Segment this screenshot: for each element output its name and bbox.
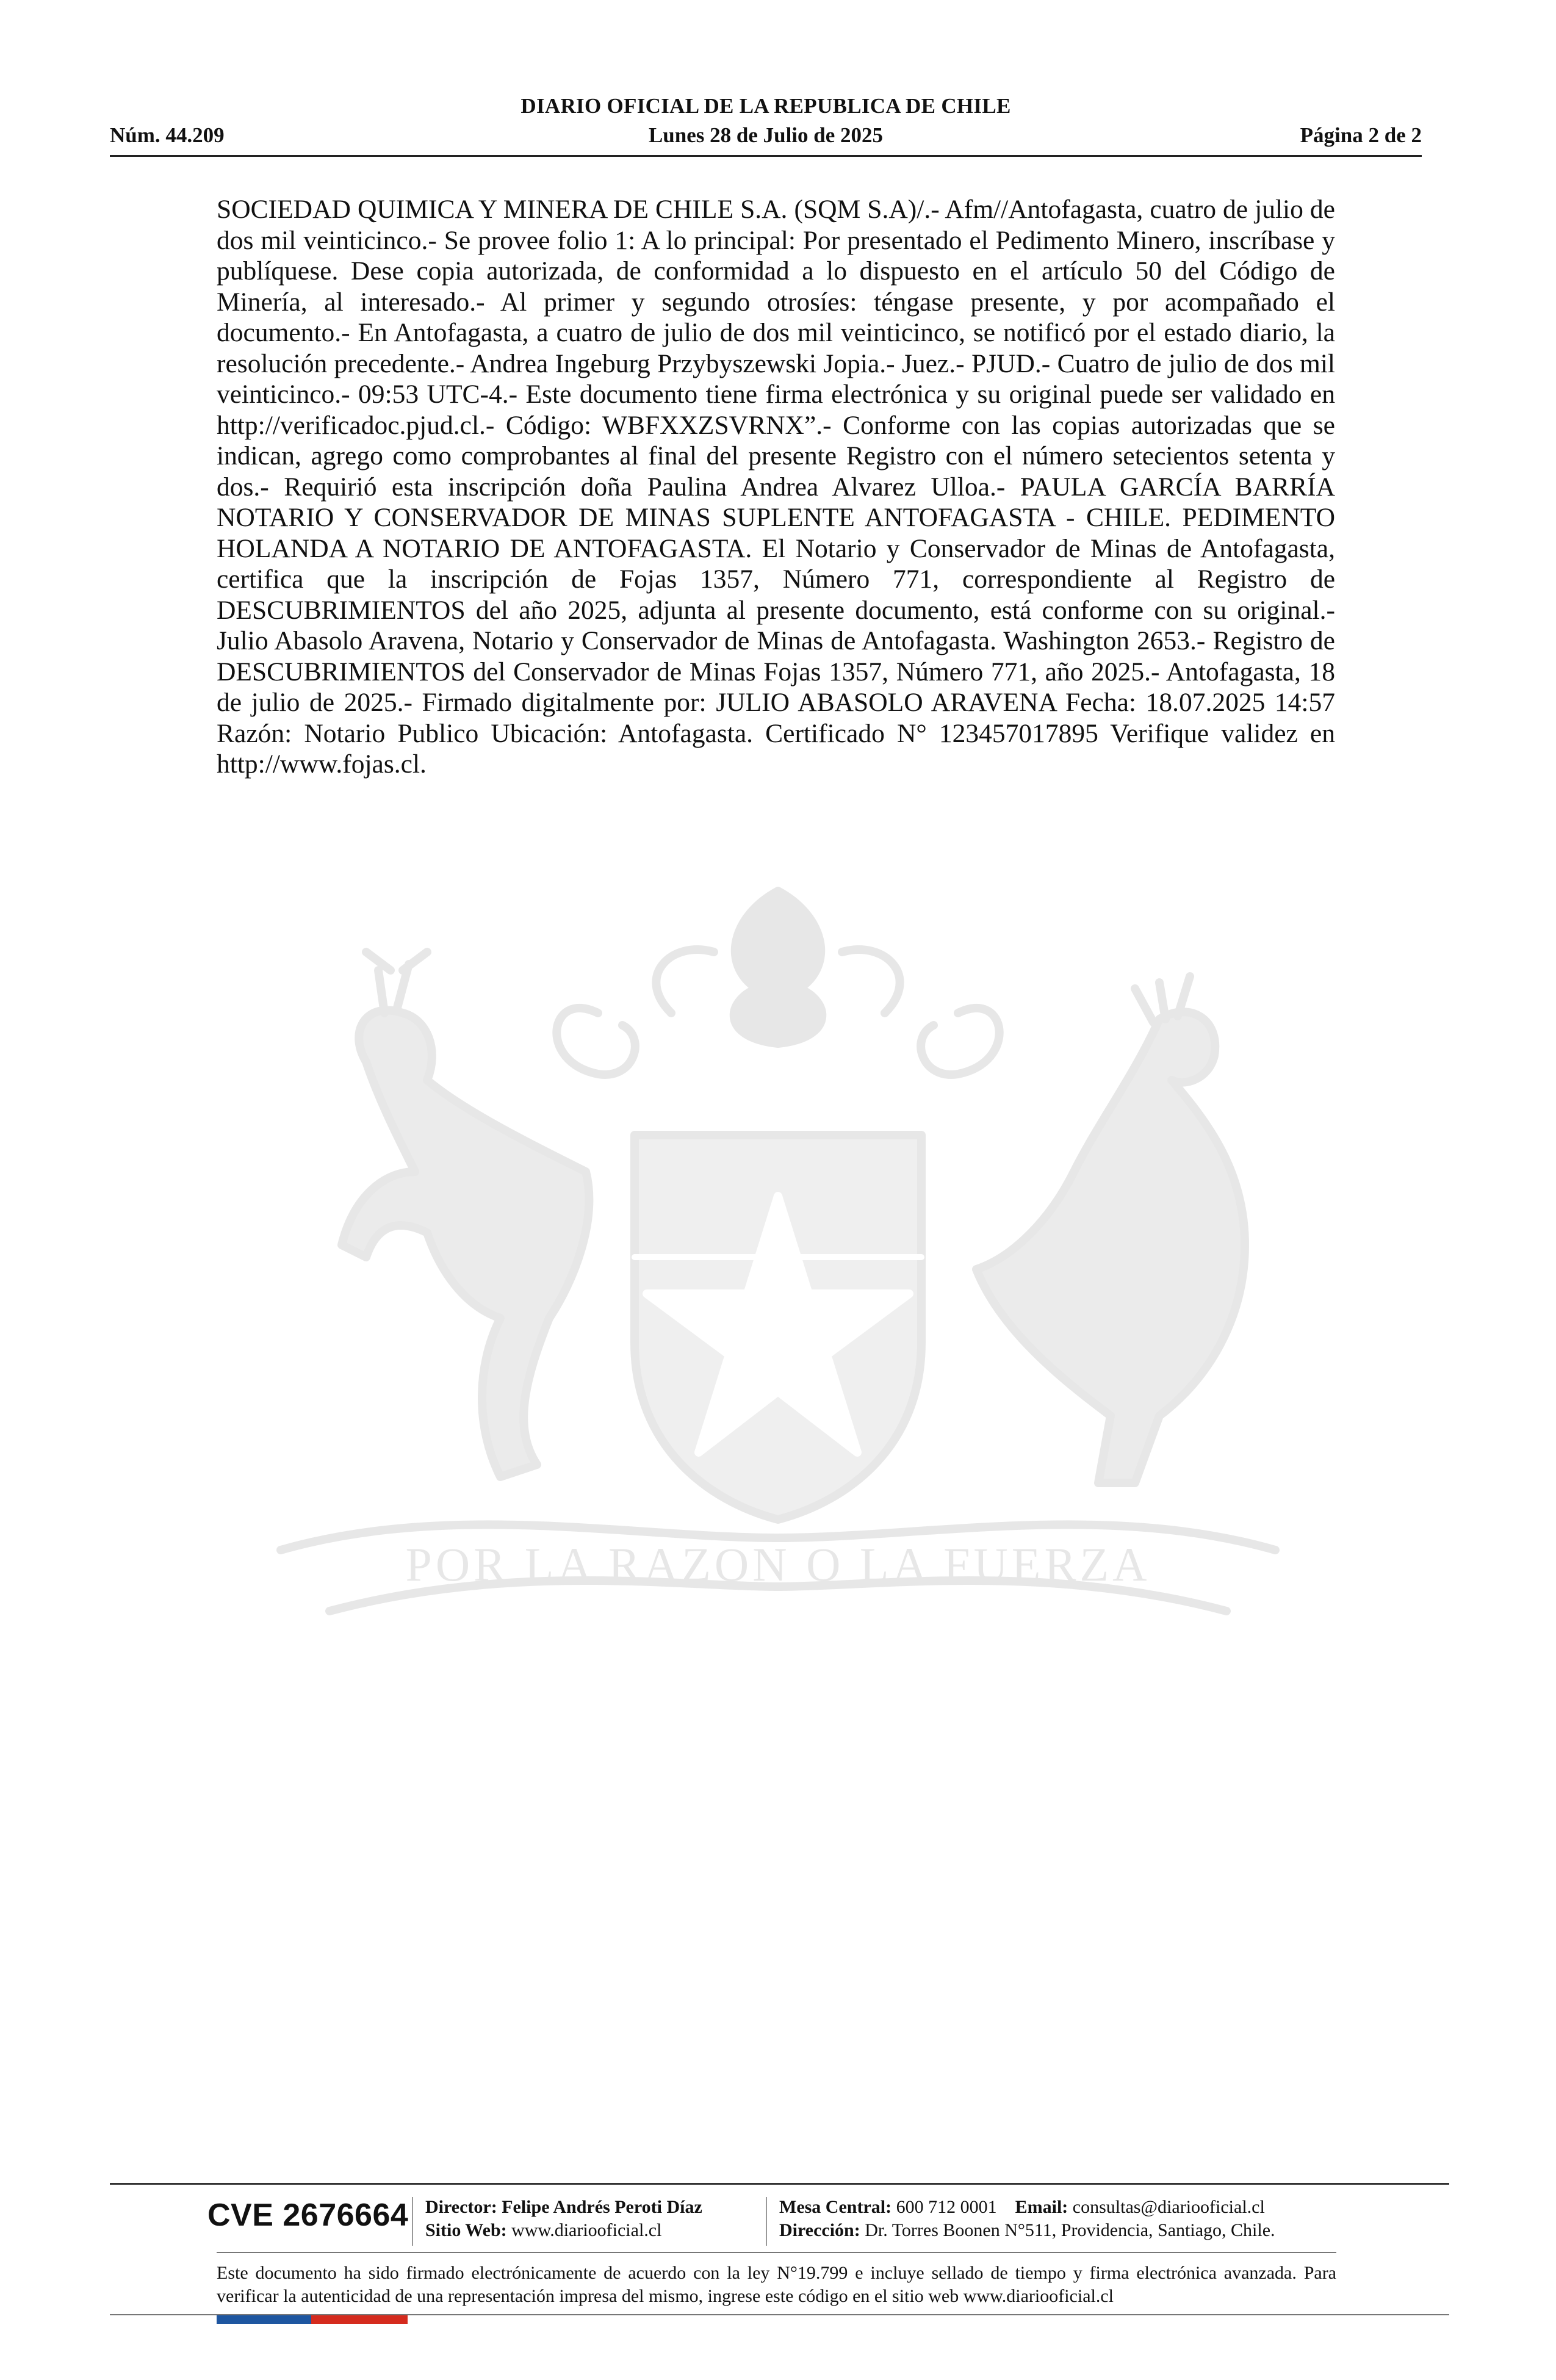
issue-date: Lunes 28 de Julio de 2025 xyxy=(648,123,884,147)
phone-label: Mesa Central: xyxy=(779,2197,892,2217)
flag-stripe-blue xyxy=(217,2315,311,2324)
website-link[interactable]: www.diariooficial.cl xyxy=(511,2220,662,2240)
signature-note: Este documento ha sido firmado electrónicamente de acuerdo con la ley N°19.799 e incluye sellado de tiempo y firma electrónica avanzada. Para verificar la autenticidad de una representación impresa del mismo, ingrese este código en el sitio web www.diariooficial.cl xyxy=(217,2263,1336,2306)
watermark-motto: POR LA RAZON O LA FUERZA xyxy=(405,1538,1151,1591)
phone-number: 600 712 0001 xyxy=(896,2197,997,2217)
footer-director-block xyxy=(425,2196,702,2242)
header-divider xyxy=(110,155,1422,157)
director-label: Director: xyxy=(425,2197,497,2217)
publication-title: DIARIO OFICIAL DE LA REPUBLICA DE CHILE xyxy=(520,94,1011,118)
page-number: Página 2 de 2 xyxy=(1300,123,1422,147)
address-value: Dr. Torres Boonen N°511, Providencia, Santiago, Chile. xyxy=(865,2220,1275,2240)
footer-separator xyxy=(766,2197,767,2246)
issue-number: Núm. 44.209 xyxy=(110,123,225,147)
footer-divider-middle xyxy=(217,2252,1336,2253)
page-header xyxy=(110,94,1422,155)
email-label: Email: xyxy=(1015,2197,1068,2217)
website-label: Sitio Web: xyxy=(425,2220,507,2240)
footer-divider-top xyxy=(110,2183,1449,2185)
email-link[interactable]: consultas@diariooficial.cl xyxy=(1072,2197,1265,2217)
chile-coat-of-arms-icon xyxy=(207,879,1349,1684)
cve-code: CVE 2676664 xyxy=(207,2198,409,2233)
address-label: Dirección: xyxy=(779,2220,860,2240)
flag-stripe-red xyxy=(311,2315,408,2324)
page-footer xyxy=(0,2173,1556,2380)
footer-separator xyxy=(412,2197,413,2246)
footer-contact-block xyxy=(779,2196,1275,2242)
director-name: Felipe Andrés Peroti Díaz xyxy=(502,2197,702,2217)
document-body: SOCIEDAD QUIMICA Y MINERA DE CHILE S.A. (SQM S.A)/.- Afm//Antofagasta, cuatro de julio de dos mil veinticinco.- Se provee folio 1: A lo principal: Por presentado el Pedimento Minero, inscríbase y publíquese. Dese copia autorizada, de conformidad a lo dispuesto en el artículo 50 del Código de Minería, al interesado.- Al primer y segundo otrosíes: téngase presente, y por acompañado el documento.- En Antofagasta, a cuatro de julio de dos mil veinticinco, se notificó por el estado diario, la resolución precedente.- Andrea Ingeburg Przybyszewski Jopia.- Juez.- PJUD.- Cuatro de julio de dos mil veinticinco.- 09:53 UTC-4.- Este documento tiene firma electrónica y su original puede ser validado en http://verificadoc.pjud.cl.- Código: WBFXXZSVRNX”.- Conforme con las copias autorizadas que se indican, agrego como comprobantes al final del presente Registro con el número setecientos setenta y dos.- Requirió esta inscripción doña Paulina Andrea Alvarez Ulloa.- PAULA GARCÍA BARRÍA NOTARIO Y CONSERVADOR DE MINAS SUPLENTE ANTOFAGASTA - CHILE. PEDIMENTO HOLANDA A NOTARIO DE ANTOFAGASTA. El Notario y Conservador de Minas de Antofagasta, certifica que la inscripción de Fojas 1357, Número 771, correspondiente al Registro de DESCUBRIMIENTOS del año 2025, adjunta al presente documento, está conforme con su original.- Julio Abasolo Aravena, Notario y Conservador de Minas de Antofagasta. Washington 2653.- Registro de DESCUBRIMIENTOS del Conservador de Minas Fojas 1357, Número 771, año 2025.- Antofagasta, 18 de julio de 2025.- Firmado digitalmente por: JULIO ABASOLO ARAVENA Fecha: 18.07.2025 14:57 Razón: Notario Publico Ubicación: Antofagasta. Certificado N° 123457017895 Verifique validez en http://www.fojas.cl. xyxy=(217,195,1335,779)
